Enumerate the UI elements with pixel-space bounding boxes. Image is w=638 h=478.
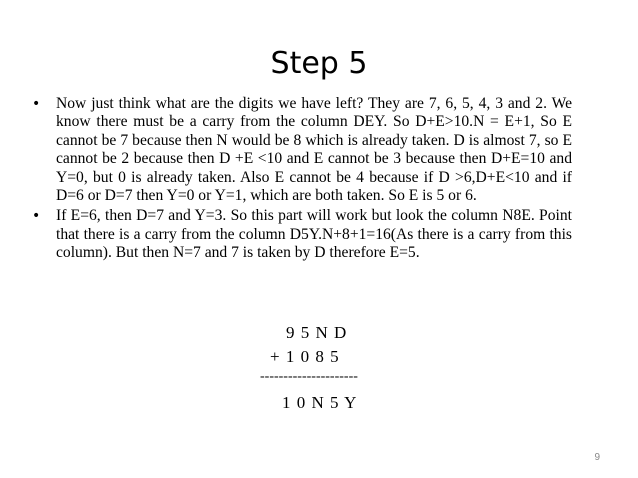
sum-result-row: 1 0 N 5 Y xyxy=(282,393,358,412)
bullet-text: Now just think what are the digits we have left? They are 7, 6, 5, 4, 3 and 2. We know there must be a carry from the column DEY. So D+E>10.N = E+1, So E cannot be 7 because then N would be 8 which is already taken. D is almost 7, so E cannot be 2 because then D +E <10 and E cannot be 3 because then D+E=10 and Y=0, but 0 is already taken. Also E cannot be 4 because if D >6,D+E<10 and if D=6 or D=7 then Y=0 or Y=1, which are both taken. So E is 5 or 6. xyxy=(56,95,572,205)
sum-separator: --------------------- xyxy=(260,369,358,384)
slide-title: Step 5 xyxy=(270,46,368,81)
bullet-list xyxy=(32,95,572,265)
addend-row: 9 5 N D xyxy=(286,323,348,342)
bullet-item xyxy=(32,95,572,205)
addend-row: + 1 0 8 5 xyxy=(270,347,340,366)
bullet-item xyxy=(32,207,572,262)
bullet-marker-icon: • xyxy=(32,96,41,112)
bullet-marker-icon: • xyxy=(32,208,41,225)
page-number: 9 xyxy=(594,452,600,463)
bullet-text: If E=6, then D=7 and Y=3. So this part will work but look the column N8E. Point that there is a carry from the column D5Y.N+8+1=16(As there is a carry from this column). But then N=7 and 7 is taken by D therefore E=5. xyxy=(56,207,572,262)
